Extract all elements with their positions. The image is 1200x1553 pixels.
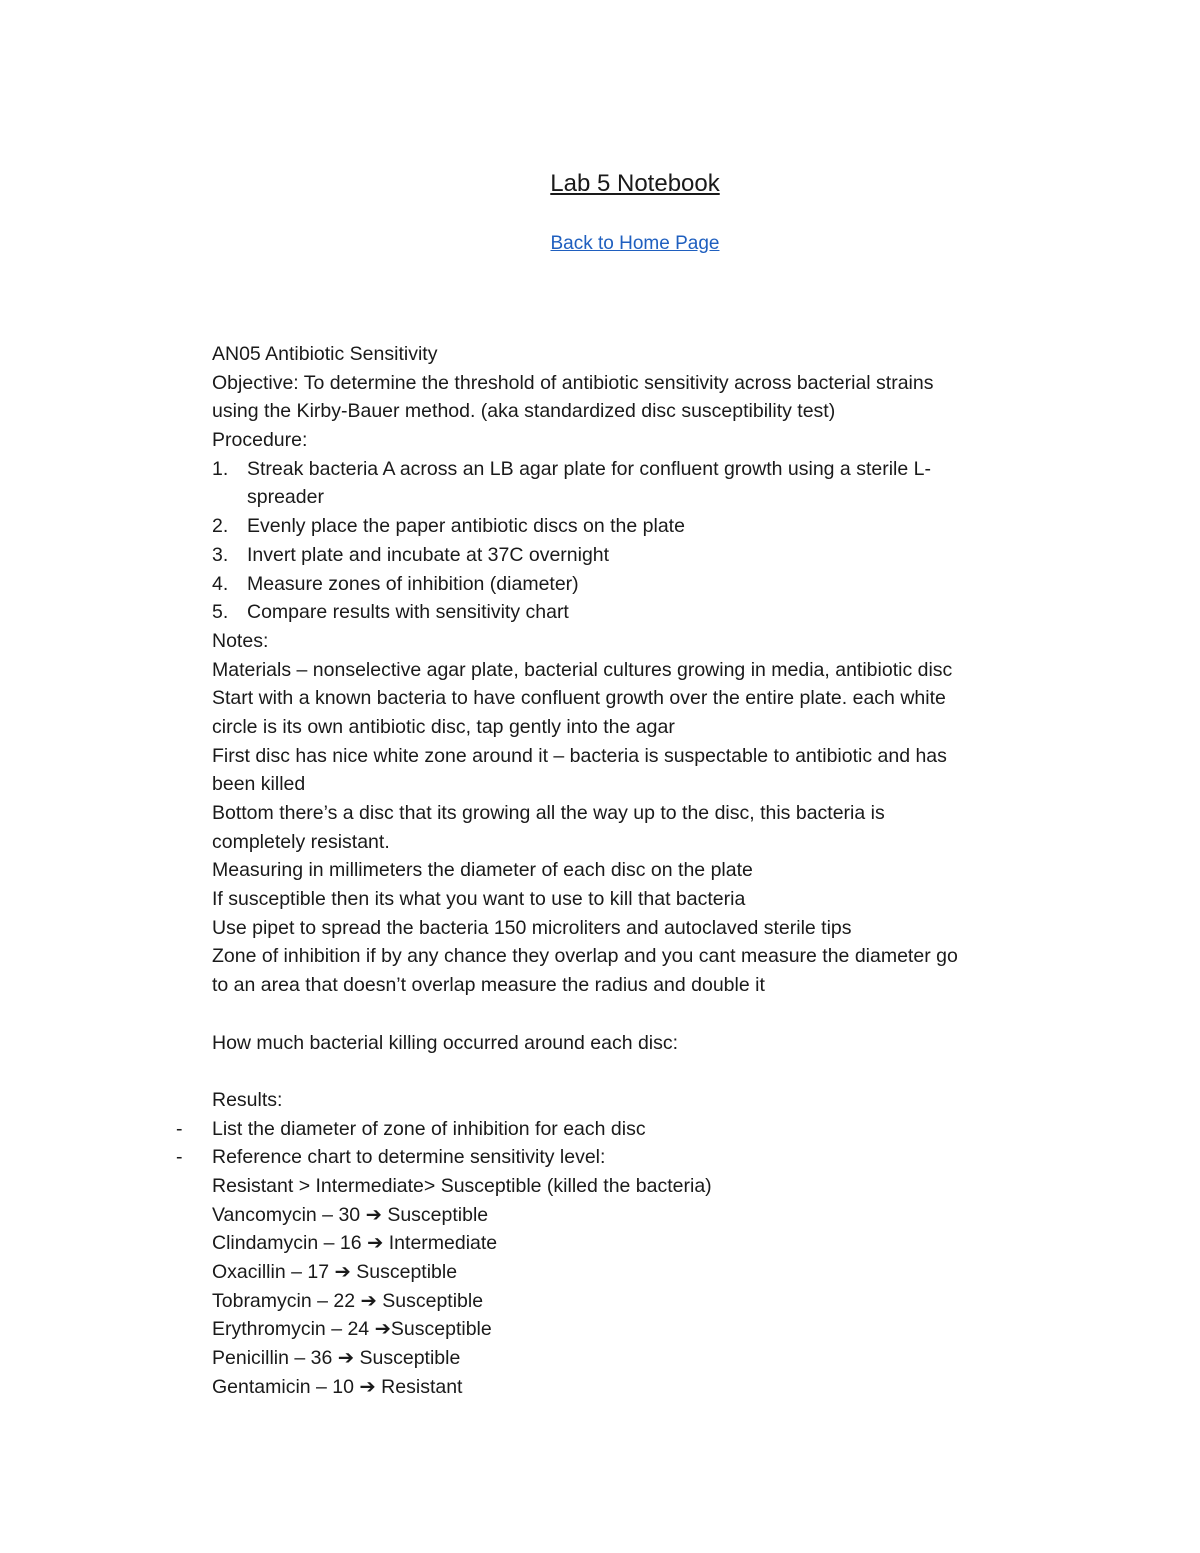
step-number: 1.: [212, 457, 229, 480]
arrow-icon: ➔: [360, 1289, 377, 1312]
step-number: 5.: [212, 601, 229, 624]
antibiotic-value: Vancomycin – 30: [212, 1203, 366, 1226]
antibiotic-value: Erythromycin – 24: [212, 1318, 375, 1341]
results-label: Results:: [212, 1088, 283, 1111]
arrow-icon: ➔: [334, 1261, 351, 1283]
page-title: Lab 5 Notebook: [550, 170, 720, 197]
procedure-step: [212, 598, 1072, 627]
antibiotic-value: Clindamycin – 16: [212, 1232, 367, 1255]
sensitivity-level: Susceptible: [350, 1261, 458, 1283]
procedure-list: [212, 455, 1072, 627]
results-bullet: [176, 1143, 1072, 1172]
result-row: [212, 1201, 1072, 1230]
sensitivity-level: Susceptible: [390, 1318, 492, 1341]
antibiotic-value: Oxacillin – 17: [212, 1261, 335, 1283]
procedure-step: [212, 512, 1072, 541]
note-line: If susceptible then its what you want to use to kill that bacteria: [212, 888, 746, 911]
step-number: 2.: [212, 515, 229, 538]
procedure-step: [212, 570, 1072, 599]
spacer: [212, 1000, 1072, 1029]
note-line: Measuring in millimeters the diameter of each disc on the plate: [212, 859, 753, 882]
antibiotic-value: Penicillin – 36: [212, 1347, 338, 1370]
arrow-icon: ➔: [374, 1318, 391, 1341]
note-line: been killed: [212, 773, 306, 796]
sensitivity-scale: Resistant > Intermediate> Susceptible (killed the bacteria): [212, 1174, 712, 1197]
note-line: to an area that doesn’t overlap measure the radius and double it: [212, 974, 765, 997]
procedure-step: [212, 541, 1072, 570]
antibiotic-value: Gentamicin – 10: [212, 1375, 360, 1398]
procedure-label: Procedure:: [212, 429, 308, 452]
sensitivity-level: Susceptible: [376, 1289, 484, 1312]
notebook-body: [176, 340, 1072, 1401]
arrow-icon: ➔: [359, 1375, 376, 1398]
bullet-text: Reference chart to determine sensitivity level:: [212, 1146, 606, 1169]
step-number: 4.: [212, 572, 229, 595]
arrow-icon: ➔: [337, 1347, 355, 1370]
objective-line: Objective: To determine the threshold of antibiotic sensitivity across bacterial strains: [212, 371, 934, 394]
note-line: First disc has nice white zone around it – bacteria is suspectable to antibiotic and has: [212, 744, 947, 767]
note-line: Use pipet to spread the bacteria 150 microliters and autoclaved sterile tips: [212, 916, 852, 939]
result-row: [212, 1229, 1072, 1258]
sensitivity-level: Intermediate: [383, 1232, 498, 1255]
results-bullet: [176, 1115, 1072, 1144]
spacer: [212, 1057, 1072, 1086]
note-line: Materials – nonselective agar plate, bacterial cultures growing in media, antibiotic disc: [212, 658, 953, 681]
note-line: Bottom there’s a disc that its growing all the way up to the disc, this bacteria is: [212, 802, 885, 824]
result-row: [212, 1373, 1072, 1402]
step-text: Streak bacteria A across an LB agar plate for confluent growth using a sterile L-: [247, 457, 931, 480]
note-line: completely resistant.: [212, 830, 390, 853]
notes-label: Notes:: [212, 629, 269, 652]
step-text: Invert plate and incubate at 37C overnight: [247, 543, 610, 566]
step-text-continued: spreader: [247, 486, 324, 509]
result-row: [212, 1258, 1072, 1287]
step-text: Evenly place the paper antibiotic discs on the plate: [247, 515, 685, 538]
objective-line: using the Kirby-Bauer method. (aka standardized disc susceptibility test): [212, 400, 836, 423]
result-row: [212, 1315, 1072, 1344]
arrow-icon: ➔: [365, 1203, 382, 1226]
note-line: Zone of inhibition if by any chance they overlap and you cant measure the diameter go: [212, 945, 958, 968]
bullet-dash: -: [176, 1117, 183, 1140]
result-row: [212, 1287, 1072, 1316]
procedure-step: [212, 455, 1072, 484]
question-line: How much bacterial killing occurred around each disc:: [212, 1031, 679, 1054]
bullet-text: List the diameter of zone of inhibition for each disc: [212, 1117, 646, 1140]
antibiotic-value: Tobramycin – 22: [212, 1289, 361, 1312]
result-row: [212, 1344, 1072, 1373]
bullet-dash: -: [176, 1146, 183, 1169]
step-number: 3.: [212, 543, 229, 566]
note-line: Start with a known bacteria to have confluent growth over the entire plate. each white: [212, 687, 946, 710]
results-list: [212, 1201, 1072, 1402]
note-line: circle is its own antibiotic disc, tap gently into the agar: [212, 715, 675, 738]
home-page-link[interactable]: Back to Home Page: [550, 233, 720, 254]
sensitivity-level: Susceptible: [354, 1347, 461, 1370]
sensitivity-level: Resistant: [375, 1375, 463, 1398]
arrow-icon: ➔: [367, 1232, 384, 1255]
step-text: Compare results with sensitivity chart: [247, 601, 569, 624]
section-heading: AN05 Antibiotic Sensitivity: [212, 343, 438, 365]
sensitivity-level: Susceptible: [381, 1203, 489, 1226]
step-text: Measure zones of inhibition (diameter): [247, 572, 579, 595]
